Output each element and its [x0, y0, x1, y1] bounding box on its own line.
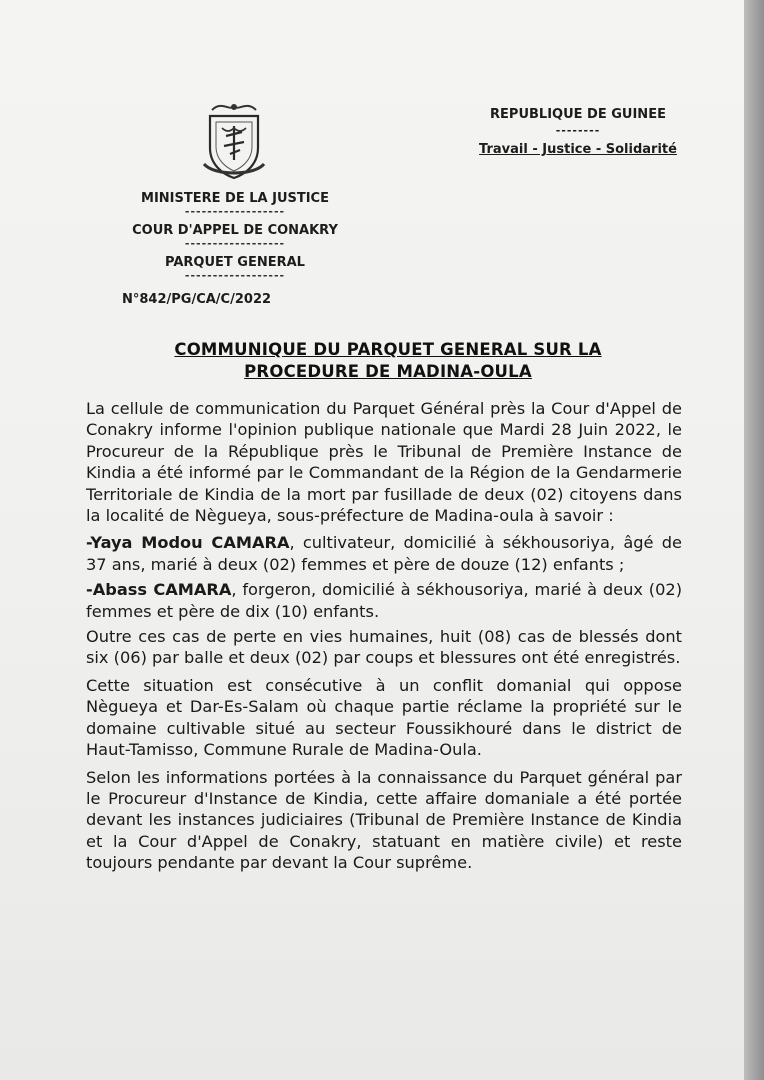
- victim-details: , forgeron, domicilié à sékhousoriya, marié à deux (02) femmes et père de dix (10) enfants.: [86, 580, 683, 621]
- national-motto: Travail - Justice - Solidarité: [479, 142, 677, 157]
- ministry-header: [100, 190, 370, 280]
- ministry-name: MINISTERE DE LA JUSTICE: [141, 191, 329, 206]
- divider: ------------------: [184, 269, 286, 282]
- guinea-coat-of-arms-icon: [190, 98, 278, 180]
- reference-number: N°842/PG/CA/C/2022: [122, 292, 272, 307]
- republic-header: [458, 107, 698, 157]
- paragraph-victim-1: [86, 532, 682, 575]
- paragraph-conflict: Cette situation est consécutive à un conflit domanial qui oppose Nègueya et Dar-Es-Salam où chaque partie réclame la propriété sur le domaine cultivable situé au secteur Foussikhouré dans le district de Haut-Tamisso, Commune Rurale de Madina-Oula.: [86, 675, 682, 760]
- paragraph-injuries: Outre ces cas de perte en vies humaines, huit (08) cas de blessés dont six (06) par balle et deux (02) par coups et blessures ont été enregistrés.: [86, 627, 682, 668]
- divider: ------------------: [184, 205, 286, 218]
- victim-details: , cultivateur, domicilié à sékhousoriya, âgé de 37 ans, marié à deux (02) femmes et père de douze (12) enfants ;: [86, 533, 682, 574]
- paragraph-procedure: Selon les informations portées à la connaissance du Parquet général par le Procureur d'Instance de Kindia, cette affaire domaniale a été portée devant les instances judiciaires (Tribunal de Première Instance de Kindia et la Cour d'Appel de Conakry, statuant en matière civile) et reste toujours pendante par devant la Cour suprême.: [86, 767, 682, 873]
- country-name: REPUBLIQUE DE GUINEE: [490, 107, 666, 122]
- document-title: [108, 339, 668, 383]
- document-body: [86, 398, 682, 878]
- office-name: PARQUET GENERAL: [165, 255, 305, 270]
- court-name: COUR D'APPEL DE CONAKRY: [132, 223, 338, 238]
- title-line: PROCEDURE DE MADINA-OULA: [244, 362, 532, 381]
- page-edge-shadow: [744, 0, 764, 1080]
- divider: --------: [555, 124, 601, 137]
- victim-name: -Abass CAMARA: [86, 580, 232, 600]
- title-line: COMMUNIQUE DU PARQUET GENERAL SUR LA: [174, 340, 602, 359]
- divider: ------------------: [184, 237, 286, 250]
- paragraph-intro: La cellule de communication du Parquet Général près la Cour d'Appel de Conakry informe l'opinion publique nationale que Mardi 28 Juin 2022, le Procureur de la République près le Tribunal de Première Instance de Kindia a été informé par le Commandant de la Région de la Gendarmerie Territoriale de Kindia de la mort par fusillade de deux (02) citoyens dans la localité de Nègueya, sous-préfecture de Madina-oula à savoir :: [86, 399, 682, 526]
- paragraph-victim-2: [86, 579, 682, 622]
- victim-name: -Yaya Modou CAMARA: [86, 533, 290, 553]
